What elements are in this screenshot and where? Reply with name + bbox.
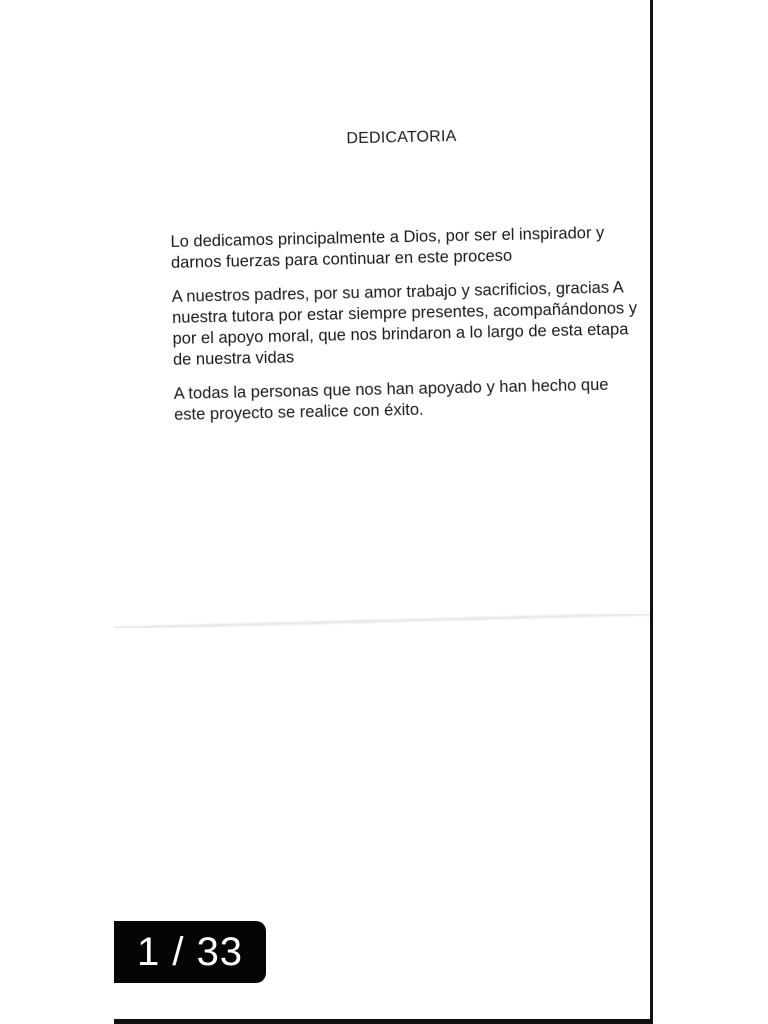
page-counter-badge <box>114 921 266 983</box>
document-page <box>168 110 656 426</box>
dedication-paragraph-3: A todas la personas que nos han apoyado y han hecho que este proyecto se realice con éxito. <box>173 375 609 424</box>
dedication-paragraph-1: Lo dedicamos principalmente a Dios, por ser el inspirador y darnos fuerzas para continuar en este proceso <box>170 223 605 272</box>
viewer-bottom-edge <box>114 1019 653 1024</box>
page-counter-separator: / <box>172 930 185 974</box>
page-divider <box>114 614 650 628</box>
page-counter-total: 33 <box>196 930 244 974</box>
page-title: DEDICATORIA <box>346 127 457 148</box>
dedication-paragraph-2: A nuestros padres, por su amor trabajo y sacrificios, gracias A nuestra tutora por estar siempre presentes, acompañándonos y por el apoyo moral, que nos brindaron a lo largo de esta etapa de nuestra vidas <box>171 278 638 369</box>
page-counter-current: 1 <box>136 930 161 974</box>
